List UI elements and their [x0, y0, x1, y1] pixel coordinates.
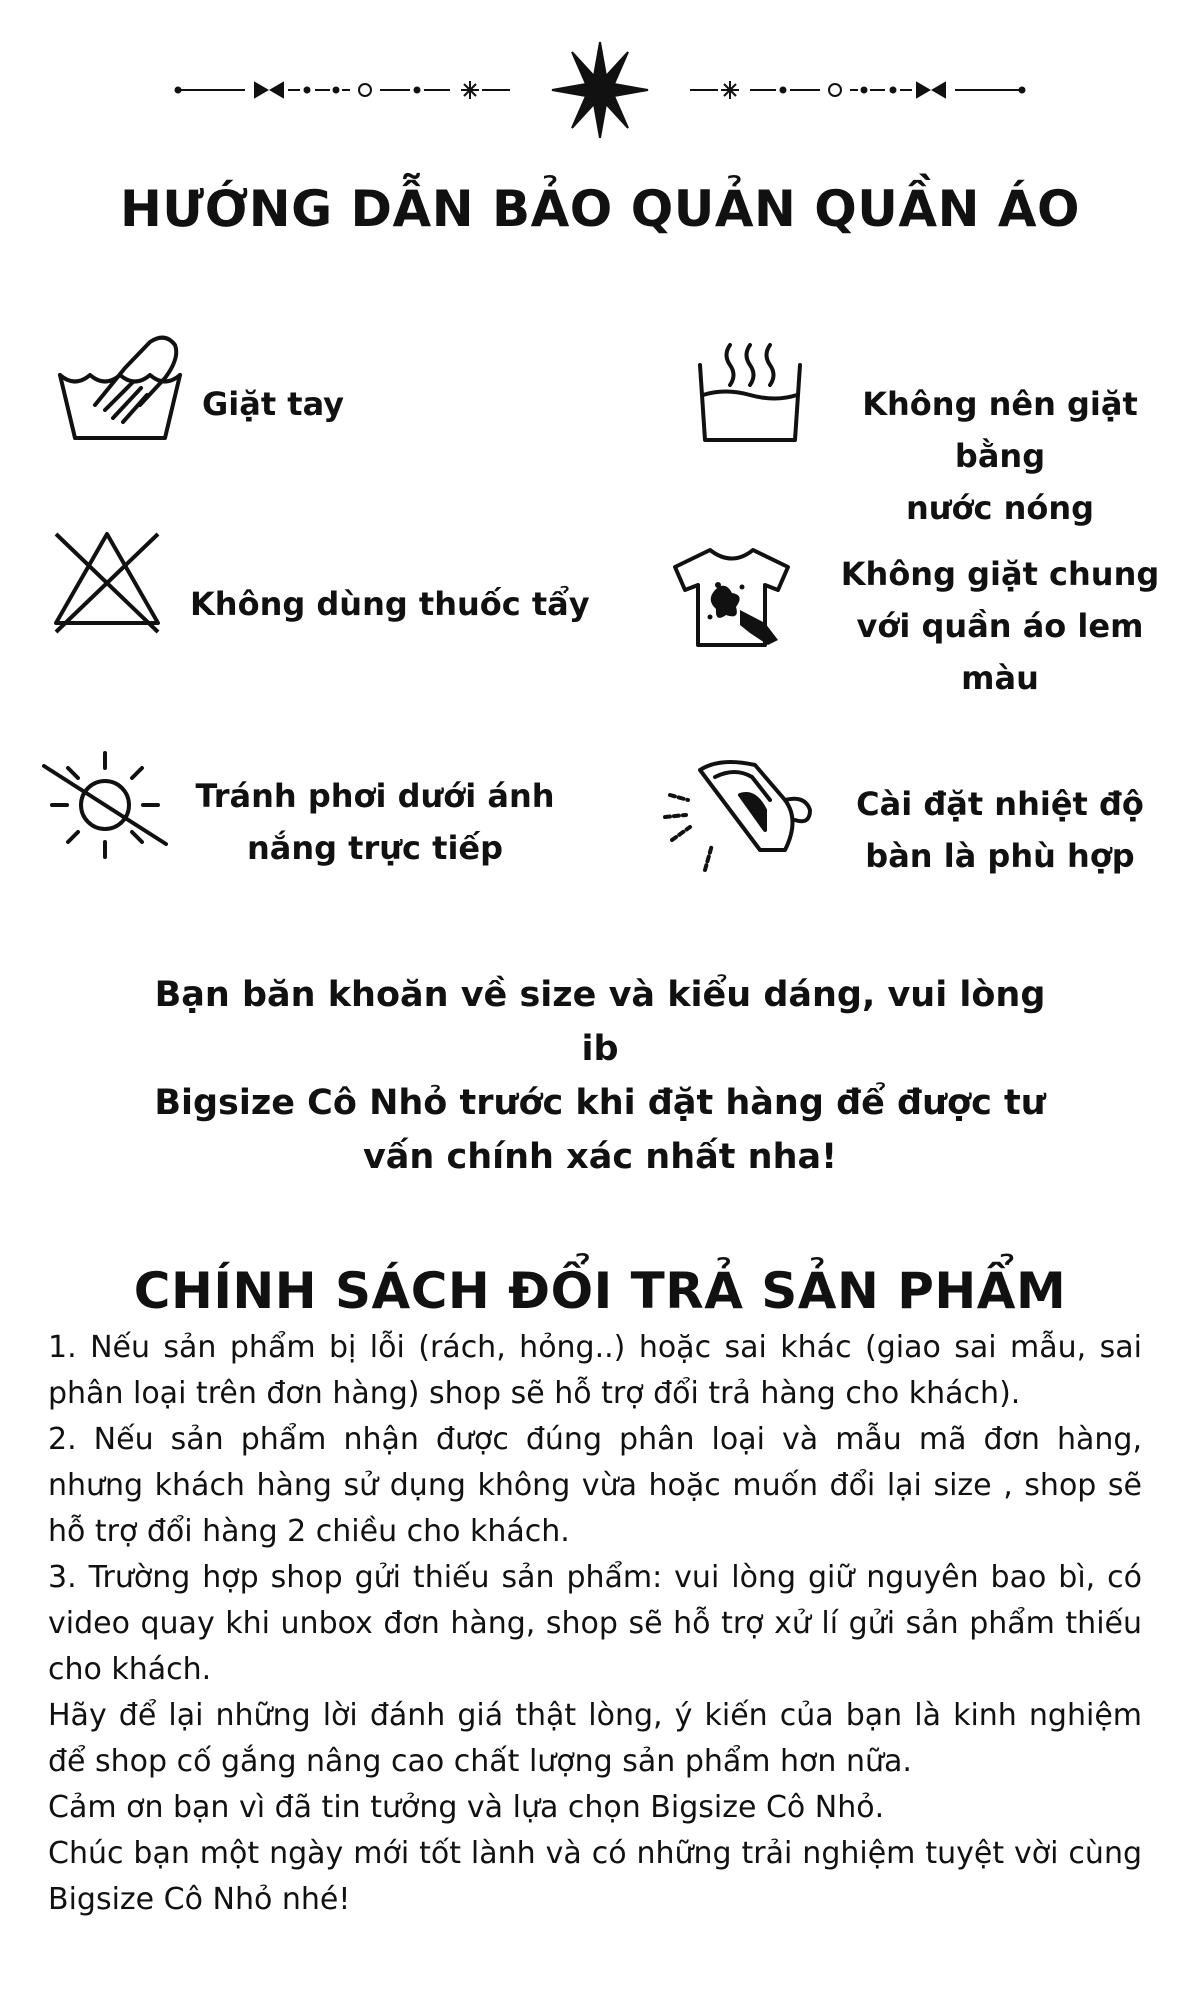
- hand-wash-icon: [55, 330, 185, 445]
- care-label-no-direct-sun: [185, 770, 565, 874]
- care-label-line: nắng trực tiếp: [246, 829, 504, 867]
- size-consult-notice: [150, 968, 1050, 1184]
- policy-paragraph: Hãy để lại những lời đánh giá thật lòng, ý kiến của bạn là kinh nghiệm để shop cố gắng nâng cao chất lượng sản phẩm hơn nữa.: [48, 1698, 1142, 1779]
- care-label-iron-temperature: [820, 778, 1180, 882]
- policy-paragraph: 1. Nếu sản phẩm bị lỗi (rách, hỏng..) hoặc sai khác (giao sai mẫu, sai phân loại trên đơn hàng) shop sẽ hỗ trợ đổi trả hàng cho khách).: [48, 1330, 1142, 1411]
- care-label-line: Không giặt chung: [840, 555, 1160, 593]
- care-guide-title: HƯỚNG DẪN BẢO QUẢN QUẦN ÁO: [119, 180, 1081, 238]
- stained-shirt-icon: [670, 545, 795, 650]
- care-label-no-hot-water: [820, 378, 1180, 534]
- notice-line: Bigsize Cô Nhỏ trước khi đặt hàng để được tư: [154, 1083, 1046, 1123]
- return-policy-body: [48, 1325, 1142, 1923]
- care-label-no-mixed-colors: [820, 548, 1180, 704]
- care-label-line: bàn là phù hợp: [865, 837, 1135, 875]
- policy-paragraph: 2. Nếu sản phẩm nhận được đúng phân loại và mẫu mã đơn hàng, nhưng khách hàng sử dụng không vừa hoặc muốn đổi lại size , shop sẽ hỗ trợ đổi hàng 2 chiều cho khách.: [48, 1422, 1142, 1549]
- care-label-line: Không nên giặt bằng: [862, 385, 1138, 475]
- care-label-line: Cài đặt nhiệt độ: [856, 785, 1144, 823]
- care-label-line: Tránh phơi dưới ánh: [195, 777, 555, 815]
- no-direct-sun-icon: [40, 748, 170, 863]
- policy-paragraph: Cảm ơn bạn vì đã tin tưởng và lựa chọn Bigsize Cô Nhỏ.: [48, 1790, 885, 1825]
- decorative-divider: [170, 40, 1030, 140]
- notice-line: vấn chính xác nhất nha!: [362, 1137, 838, 1177]
- return-policy-title: CHÍNH SÁCH ĐỔI TRẢ SẢN PHẨM: [133, 1262, 1067, 1320]
- policy-paragraph: 3. Trường hợp shop gửi thiếu sản phẩm: vui lòng giữ nguyên bao bì, có video quay khi unbox đơn hàng, shop sẽ hỗ trợ xử lí gửi sản phẩm thiếu cho khách.: [48, 1560, 1142, 1687]
- no-hot-water-icon: [695, 340, 805, 445]
- iron-icon: [660, 755, 840, 875]
- care-label-no-bleach: Không dùng thuốc tẩy: [190, 585, 590, 623]
- notice-line: Bạn băn khoăn về size và kiểu dáng, vui lòng ib: [154, 975, 1046, 1069]
- policy-paragraph: Chúc bạn một ngày mới tốt lành và có những trải nghiệm tuyệt vời cùng Bigsize Cô Nhỏ nhé!: [48, 1836, 1142, 1917]
- care-label-line: nước nóng: [905, 489, 1095, 527]
- care-label-line: với quần áo lem màu: [856, 607, 1144, 697]
- no-bleach-icon: [50, 528, 165, 638]
- care-label-hand-wash: Giặt tay: [202, 385, 345, 423]
